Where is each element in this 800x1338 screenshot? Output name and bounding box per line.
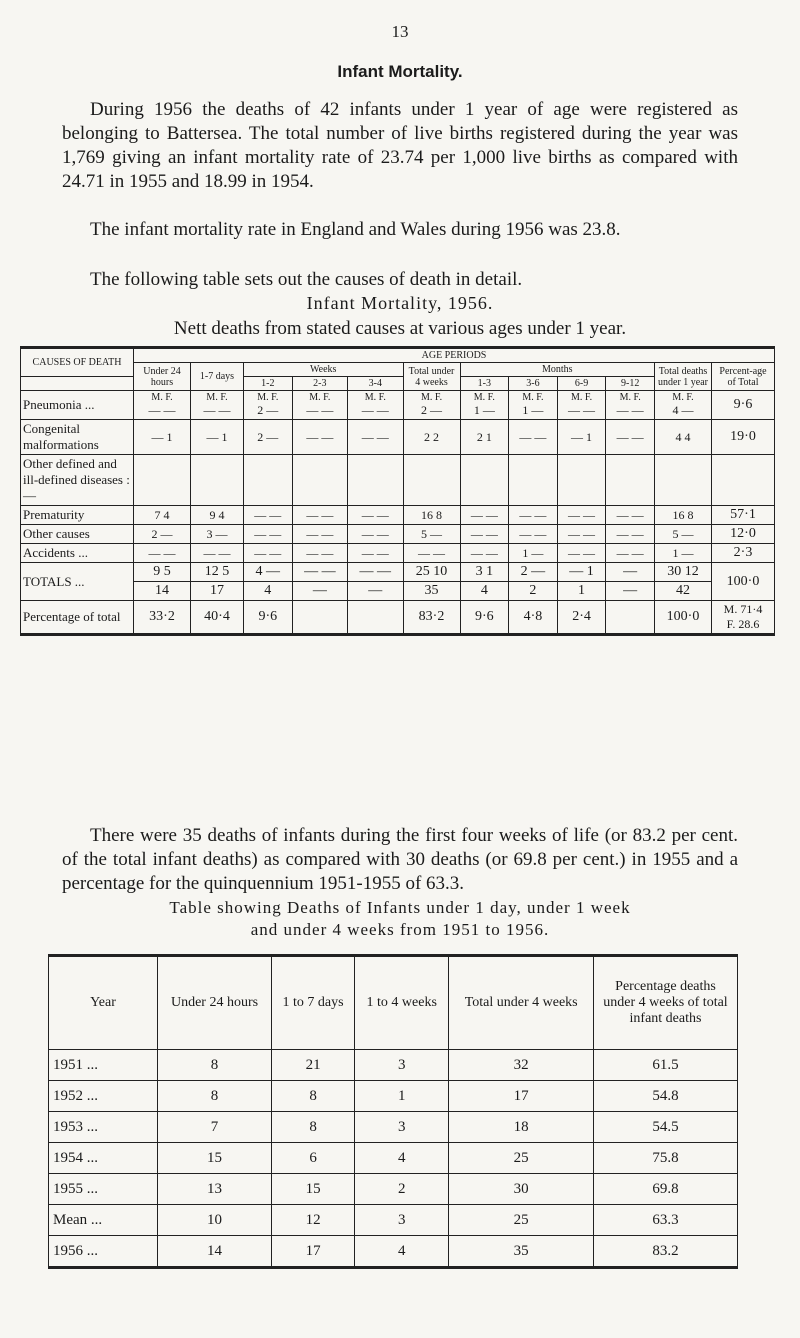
cell: — 1	[557, 420, 606, 455]
weeks-1-4-header: 1 to 4 weeks	[355, 956, 449, 1050]
cell: 21	[272, 1050, 355, 1081]
cell: — —	[557, 506, 606, 525]
cell: — —	[134, 544, 191, 563]
cell	[712, 455, 775, 506]
percentage-under-4-weeks-header: Percentage deaths under 4 weeks of total infant deaths	[594, 956, 738, 1050]
cell: 14	[134, 582, 191, 601]
cell: 9 5	[134, 563, 191, 582]
year-cell: 1953 ...	[49, 1112, 158, 1143]
cell: 1	[355, 1081, 449, 1112]
table-row	[49, 1143, 738, 1174]
months-1-3-header: 1-3	[460, 377, 509, 391]
cell	[134, 455, 191, 506]
cell: 69.8	[594, 1174, 738, 1205]
cell: 15	[158, 1143, 272, 1174]
cell: 4	[355, 1143, 449, 1174]
cell: 13	[158, 1174, 272, 1205]
cell: 42	[655, 582, 712, 601]
cell-pct: 100·0	[712, 563, 775, 601]
cell: 33·2	[134, 601, 191, 635]
row-label: Percentage of total	[21, 601, 134, 635]
cell: — —	[292, 420, 347, 455]
year-cell: 1956 ...	[49, 1236, 158, 1268]
cell: 83·2	[403, 601, 460, 635]
months-3-6-header: 3-6	[509, 377, 558, 391]
cell: — —	[292, 525, 347, 544]
cell: 25 10	[403, 563, 460, 582]
cell: — —	[244, 506, 293, 525]
table-row-other-heading	[21, 455, 775, 506]
cell: 4 —	[244, 563, 293, 582]
causes-header: CAUSES OF DEATH	[21, 348, 134, 377]
cell	[557, 455, 606, 506]
cell	[509, 455, 558, 506]
cell: 54.5	[594, 1112, 738, 1143]
cell: 35	[403, 582, 460, 601]
cell	[403, 455, 460, 506]
table2-caption-line2: and under 4 weeks from 1951 to 1956.	[250, 920, 550, 939]
days-1-7-header: 1-7 days	[191, 363, 244, 391]
months-header: Months	[460, 363, 654, 377]
table1-subcaption: Nett deaths from stated causes at various ages under 1 year.	[173, 318, 627, 339]
cell	[606, 455, 655, 506]
weeks-2-3-header: 2-3	[292, 377, 347, 391]
page-number: 13	[391, 22, 409, 41]
cell: 18	[449, 1112, 594, 1143]
cell: — —	[460, 506, 509, 525]
cell: M. F. — —	[134, 391, 191, 420]
cell: 4 4	[655, 420, 712, 455]
cell: 8	[158, 1081, 272, 1112]
cell: — —	[292, 506, 347, 525]
paragraph-first-four-weeks: There were 35 deaths of infants during the first four weeks of life (or 83.2 per cent. of the total infant deaths) as compared with 30 deaths (or 69.8 per cent.) in 1955 and a percentage for the quinquennium 1951-1955 of 63.3.	[62, 825, 738, 894]
row-label: TOTALS ...	[21, 563, 134, 601]
cell: — 1	[557, 563, 606, 582]
table-row-accidents	[21, 544, 775, 563]
cell: 7 4	[134, 506, 191, 525]
cell: 16 8	[403, 506, 460, 525]
cell	[460, 455, 509, 506]
cell: — —	[244, 544, 293, 563]
cell	[292, 601, 347, 635]
cell: — —	[348, 525, 403, 544]
cell: 2	[355, 1174, 449, 1205]
cell: 83.2	[594, 1236, 738, 1268]
cell: — —	[509, 525, 558, 544]
cell: 2	[509, 582, 558, 601]
cell: 12	[272, 1205, 355, 1236]
table-row	[49, 1112, 738, 1143]
year-header: Year	[49, 956, 158, 1050]
cell: 4	[244, 582, 293, 601]
cell	[292, 455, 347, 506]
cell: — —	[460, 525, 509, 544]
table-row-percentage	[21, 601, 775, 635]
cell: 54.8	[594, 1081, 738, 1112]
cell-pct: 12·0	[712, 525, 775, 544]
cell: —	[606, 563, 655, 582]
cell: 4	[355, 1236, 449, 1268]
cell: 4·8	[509, 601, 558, 635]
row-label: Accidents ...	[21, 544, 134, 563]
table-row	[49, 1050, 738, 1081]
cell: 8	[158, 1050, 272, 1081]
table-row	[49, 1236, 738, 1268]
cell: 2 2	[403, 420, 460, 455]
cell: 2·4	[557, 601, 606, 635]
cell: 7	[158, 1112, 272, 1143]
cell: — —	[348, 506, 403, 525]
weeks-1-2-header: 1-2	[244, 377, 293, 391]
cell: 3	[355, 1205, 449, 1236]
cell: 25	[449, 1143, 594, 1174]
cell-pct-mf: M. 71·4 F. 28.6	[712, 601, 775, 635]
cell: 17	[191, 582, 244, 601]
cell	[348, 601, 403, 635]
cell: 3 1	[460, 563, 509, 582]
cell: — —	[606, 544, 655, 563]
cell: 16 8	[655, 506, 712, 525]
cell: 100·0	[655, 601, 712, 635]
cell: M. F. 4 —	[655, 391, 712, 420]
cell: 9·6	[460, 601, 509, 635]
months-6-9-header: 6-9	[557, 377, 606, 391]
row-label: Pneumonia ...	[21, 391, 134, 420]
cell: 8	[272, 1081, 355, 1112]
cell: — —	[403, 544, 460, 563]
table1-caption: Infant Mortality, 1956.	[306, 293, 494, 313]
year-cell: 1951 ...	[49, 1050, 158, 1081]
year-cell: 1952 ...	[49, 1081, 158, 1112]
cell: 6	[272, 1143, 355, 1174]
paragraph-england-wales: The infant mortality rate in England and Wales during 1956 was 23.8.	[90, 219, 621, 240]
cell: — —	[557, 525, 606, 544]
cell: 17	[272, 1236, 355, 1268]
cell: 63.3	[594, 1205, 738, 1236]
cell: 30	[449, 1174, 594, 1205]
row-label: Congenital malformations	[21, 420, 134, 455]
cell: — —	[244, 525, 293, 544]
cell: 61.5	[594, 1050, 738, 1081]
cell: 75.8	[594, 1143, 738, 1174]
blank-cause-cell	[21, 377, 134, 391]
paragraph-intro: During 1956 the deaths of 42 infants under 1 year of age were registered as belonging to Battersea. The total number of live births registered during the year was 1,769 giving an infant mortality rate of 23.74 per 1,000 live births as compared with 24.71 in 1955 and 18.99 in 1954.	[62, 99, 738, 192]
cell: 15	[272, 1174, 355, 1205]
table-row-totals-mf	[21, 563, 775, 582]
cell: M. F. 1 —	[509, 391, 558, 420]
cell: 1 —	[509, 544, 558, 563]
cell: 1 —	[655, 544, 712, 563]
cell: — —	[557, 544, 606, 563]
table-row	[49, 1174, 738, 1205]
year-cell: Mean ...	[49, 1205, 158, 1236]
cell: — —	[191, 544, 244, 563]
cell: — —	[606, 420, 655, 455]
cell: — —	[292, 544, 347, 563]
infant-deaths-by-year-table	[48, 954, 738, 1269]
weeks-header: Weeks	[244, 363, 404, 377]
cell-pct: 2·3	[712, 544, 775, 563]
cell: 12 5	[191, 563, 244, 582]
table-row	[49, 1081, 738, 1112]
section-title: Infant Mortality.	[337, 62, 463, 81]
days-1-7-header: 1 to 7 days	[272, 956, 355, 1050]
cell: 14	[158, 1236, 272, 1268]
cell: — —	[348, 420, 403, 455]
cell: — —	[509, 506, 558, 525]
cell: M. F. — —	[348, 391, 403, 420]
cell: 5 —	[403, 525, 460, 544]
table-row-mean	[49, 1205, 738, 1236]
percentage-header: Percent-age of Total	[712, 363, 775, 391]
paragraph-table-intro: The following table sets out the causes of death in detail.	[90, 269, 523, 290]
total-under-4-weeks-header: Total under 4 weeks	[449, 956, 594, 1050]
cell: — 1	[134, 420, 191, 455]
row-label: Prematurity	[21, 506, 134, 525]
cell: — —	[348, 544, 403, 563]
cell: M. F. — —	[292, 391, 347, 420]
cell: 25	[449, 1205, 594, 1236]
table2-caption-line1: Table showing Deaths of Infants under 1 day, under 1 week	[169, 898, 631, 917]
cell: 40·4	[191, 601, 244, 635]
cell: M. F. — —	[191, 391, 244, 420]
cell: 2 —	[509, 563, 558, 582]
cell	[244, 455, 293, 506]
under-24-hours-header: Under 24 hours	[134, 363, 191, 391]
table-row-totals	[21, 582, 775, 601]
cell: — —	[606, 506, 655, 525]
row-label: Other causes	[21, 525, 134, 544]
cell	[655, 455, 712, 506]
age-periods-header: AGE PERIODS	[134, 348, 775, 363]
weeks-3-4-header: 3-4	[348, 377, 403, 391]
cell	[606, 601, 655, 635]
cell: 30 12	[655, 563, 712, 582]
table-row-congenital	[21, 420, 775, 455]
cell: 32	[449, 1050, 594, 1081]
cell: 9 4	[191, 506, 244, 525]
cell: 35	[449, 1236, 594, 1268]
cell: M. F. 2 —	[244, 391, 293, 420]
cell: 2 —	[134, 525, 191, 544]
cell: — —	[460, 544, 509, 563]
cell: M. F. 1 —	[460, 391, 509, 420]
cell: 5 —	[655, 525, 712, 544]
cell: — —	[606, 525, 655, 544]
total-1-year-header: Total deaths under 1 year	[655, 363, 712, 391]
cell: 17	[449, 1081, 594, 1112]
cell-pct: 9·6	[712, 391, 775, 420]
cell: 3	[355, 1112, 449, 1143]
table-row-prematurity	[21, 506, 775, 525]
infant-mortality-table	[20, 346, 775, 636]
cell: 2 1	[460, 420, 509, 455]
cell: 3	[355, 1050, 449, 1081]
cell: —	[606, 582, 655, 601]
cell: — 1	[191, 420, 244, 455]
cell: 10	[158, 1205, 272, 1236]
cell: M. F. — —	[557, 391, 606, 420]
cell: 1	[557, 582, 606, 601]
under-24-hours-header: Under 24 hours	[158, 956, 272, 1050]
cell: — —	[348, 563, 403, 582]
cell: —	[348, 582, 403, 601]
cell-pct: 57·1	[712, 506, 775, 525]
cell: 4	[460, 582, 509, 601]
cell	[191, 455, 244, 506]
cell: — —	[292, 563, 347, 582]
cell	[348, 455, 403, 506]
year-cell: 1954 ...	[49, 1143, 158, 1174]
table-row-pneumonia	[21, 391, 775, 420]
months-9-12-header: 9-12	[606, 377, 655, 391]
cell: M. F. 2 —	[403, 391, 460, 420]
total-4-weeks-header: Total under 4 weeks	[403, 363, 460, 391]
cell: 3 —	[191, 525, 244, 544]
cell: 2 —	[244, 420, 293, 455]
cell: 8	[272, 1112, 355, 1143]
cell: — —	[509, 420, 558, 455]
table-row-other-causes	[21, 525, 775, 544]
cell: —	[292, 582, 347, 601]
cell: 9·6	[244, 601, 293, 635]
year-cell: 1955 ...	[49, 1174, 158, 1205]
cell: M. F. — —	[606, 391, 655, 420]
row-label: Other defined and ill-defined diseases :—	[21, 455, 134, 506]
cell-pct: 19·0	[712, 420, 775, 455]
